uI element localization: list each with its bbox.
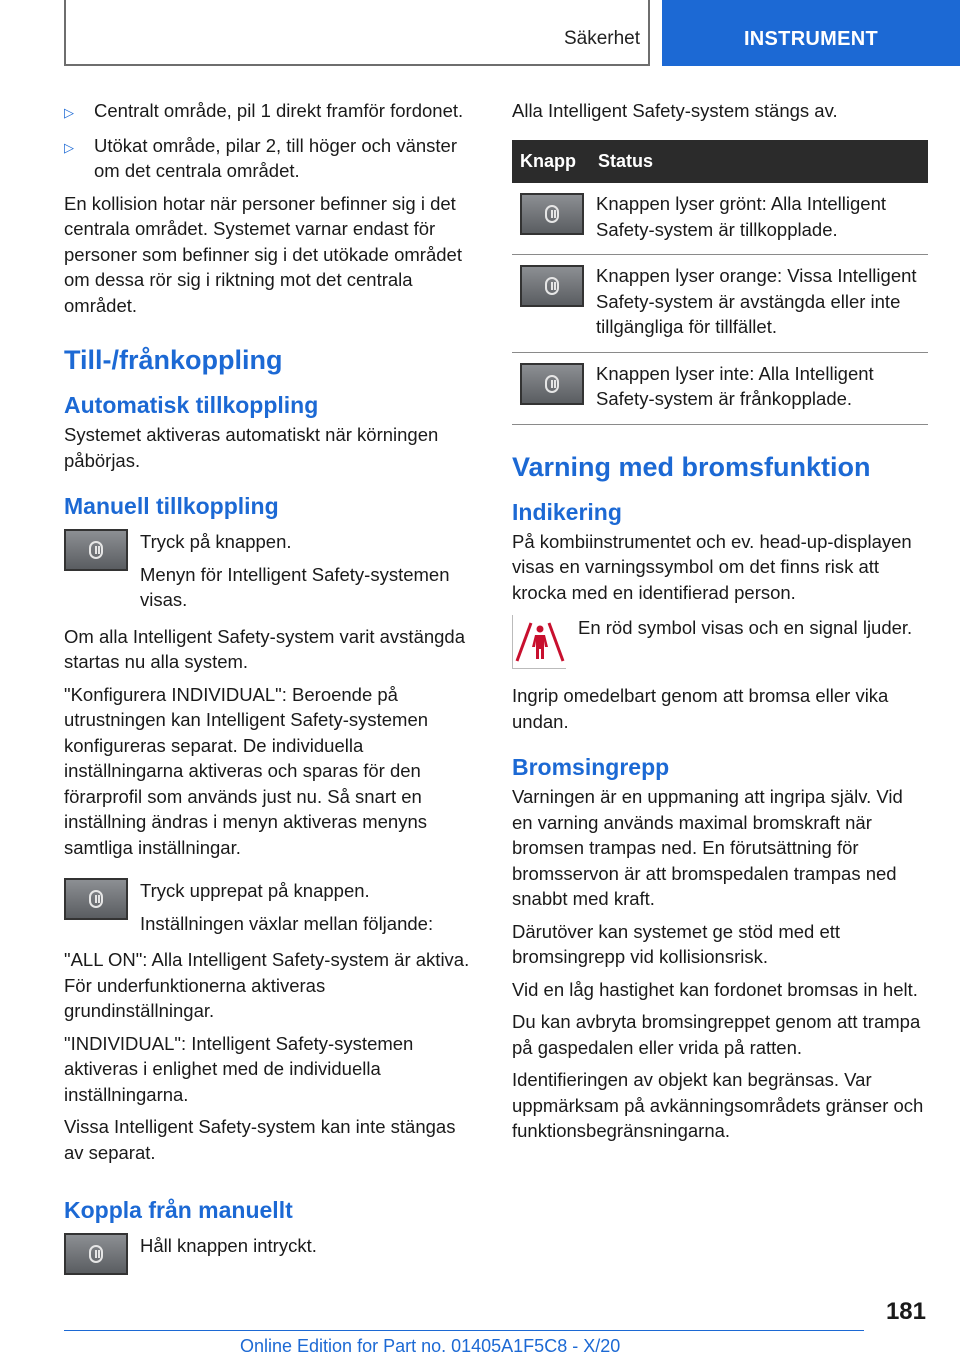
table-row [512,352,928,424]
instruction-text: En röd symbol visas och en signal ljuder. [578,617,913,638]
paragraph: Därutöver kan systemet ge stöd med ett bromsingrepp vid kollisionsrisk. [512,920,841,967]
triangle-bullet-icon: ▷ [64,105,74,120]
paragraph: Vissa Intelligent Safety-system kan inte stängas av separat. [64,1116,456,1163]
triangle-bullet-icon: ▷ [64,139,74,155]
safety-button-icon [64,878,128,920]
heading-manuell: Manuell tillkoppling [64,493,279,519]
paragraph: Identifieringen av objekt kan begränsas. Var uppmärksam på avkänningsområdets gränser och funktionsbegränsningarna. [512,1069,924,1141]
header-section-title: Säkerhet [563,28,640,49]
paragraph: Ingrip omedelbart genom att bromsa eller vika undan. [512,685,889,732]
safety-button-icon [520,265,584,307]
paragraph: Vid en låg hastighet kan fordonet bromsas in helt. [512,978,918,1000]
paragraph: På kombiinstrumentet och ev. head-up-displayen visas en varningssymbol om det finns risk att krocka med en identifierad person. [512,530,912,603]
heading-indikering: Indikering [512,498,622,525]
paragraph: En kollision hotar när personer befinner sig i det centrala området. Systemet varnar endast för personer som befinner sig i det utökade området om dessa rör sig i riktning mot det centrala området. [64,192,462,316]
instruction-text: Menyn för Intelligent Safety-systemen visas. [140,563,450,610]
heading-till-frankoppling: Till-/frånkoppling [64,345,283,375]
paragraph: "Konfigurera INDIVIDUAL": Beroende på utrustningen kan Intelligent Safety-systemen konfigureras separat. De individuella inställningarna aktiveras och sparas för den förarprofil som används just nu. Så snart en inställning ändras i menyn aktiveras menyns samtliga inställningar. [64,683,429,858]
table-cell: Knappen lyser orange: Vissa Intelligent Safety-system är avstängda eller inte tillgängliga för tillfället. [590,255,928,353]
right-column [512,98,928,1151]
instruction-text: Tryck på knappen. [140,531,292,552]
instruction-row [64,878,478,943]
instruction-row [64,529,478,620]
header-frame [64,0,650,66]
instruction-text: Inställningen växlar mellan följande: [140,912,434,934]
paragraph: Om alla Intelligent Safety-system varit avstängda startas nu alla system. [64,625,466,672]
instruction-text: Håll knappen intryckt. [140,1235,317,1256]
pedestrian-warning-icon [512,615,566,669]
table-cell: Knappen lyser inte: Alla Intelligent Safety-system är frånkopplade. [590,352,928,424]
table-header-knapp: Knapp [512,140,590,184]
paragraph: Du kan avbryta bromsingreppet genom att trampa på gaspedalen eller vrida på ratten. [512,1011,921,1058]
list-item: ▷ Utökat område, pilar 2, till höger och vänster om det centrala området. [64,133,478,184]
heading-automatisk: Automatisk tillkoppling [64,392,319,418]
table-cell: Knappen lyser grönt: Alla Intelligent Safety-system är tillkopplade. [590,183,928,255]
table-row [512,183,928,255]
heading-varning: Varning med bromsfunktion [512,451,871,482]
instruction-row [512,615,928,669]
safety-button-icon [520,363,584,405]
safety-button-icon [64,1233,128,1275]
heading-koppla-fran: Koppla från manuellt [64,1197,293,1223]
paragraph: "ALL ON": Alla Intelligent Safety-system är aktiva. För underfunktionerna aktiveras grundinställningar. [64,949,470,1021]
header-chapter-tab[interactable]: INSTRUMENT [662,0,960,66]
instruction-row [64,1233,478,1279]
safety-button-icon [64,529,128,571]
list-item: ▷ Centralt område, pil 1 direkt framför fordonet. [64,98,478,126]
table-row [512,255,928,353]
left-column [64,98,478,1283]
paragraph: Systemet aktiveras automatiskt när körningen påbörjas. [64,424,439,471]
table-header-status: Status [590,140,928,184]
footer-edition: Online Edition for Part no. 01405A1F5C8 - X/20 [240,1336,621,1356]
paragraph: Varningen är en uppmaning att ingripa själv. Vid en varning används maximal bromskraft när bromsen trampas ned. En förutsättning för bromsservon är att bromspedalen trampas ned snabbt med kraft. [512,786,903,909]
heading-bromsingrepp: Bromsingrepp [512,754,670,780]
paragraph: "INDIVIDUAL": Intelligent Safety-systemen aktiveras i enlighet med de individuella inställningarna. [64,1032,414,1105]
paragraph: Alla Intelligent Safety-system stängs av. [512,100,838,121]
safety-button-icon [520,193,584,235]
instruction-text: Tryck upprepat på knappen. [140,880,370,901]
footer-divider [64,1330,864,1331]
page-number: 181 [885,1298,926,1325]
status-table [512,140,928,425]
